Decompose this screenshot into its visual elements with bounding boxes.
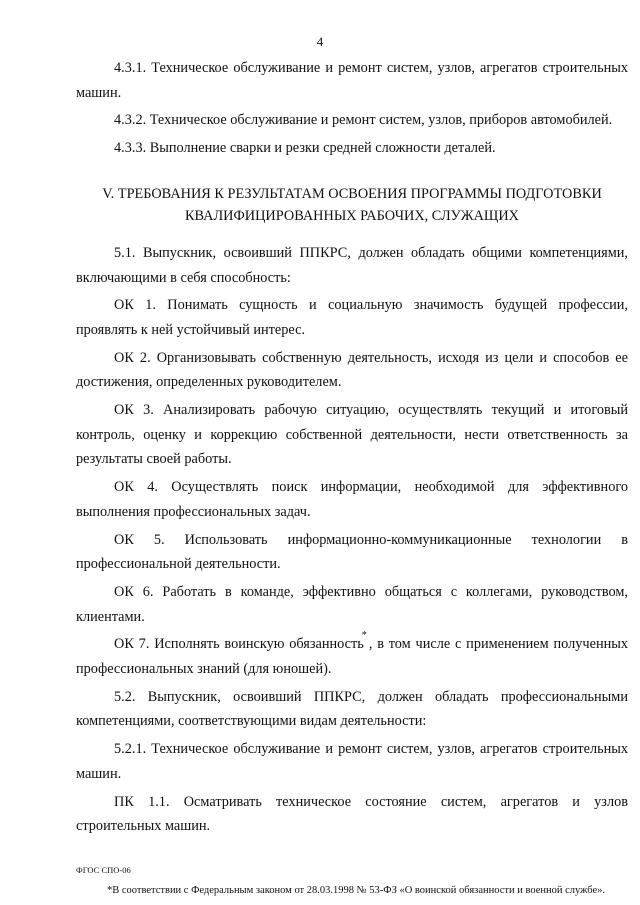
paragraph-ok-2: ОК 2. Организовывать собственную деятельность, исходя из цели и способов ее достижения, определенных руководителем. [76, 349, 628, 391]
paragraph-pk-1-1: ПК 1.1. Осматривать техническое состояние систем, агрегатов и узлов строительных машин. [76, 793, 628, 835]
paragraph-4-3-2: 4.3.2. Техническое обслуживание и ремонт систем, узлов, приборов автомобилей. [114, 112, 613, 129]
paragraph-5-2: 5.2. Выпускник, освоивший ППКРС, должен обладать профессиональными компетенциями, соответствующими видам деятельности: [76, 688, 628, 730]
document-body [76, 56, 628, 839]
ok-7-text-end: , в том числе с применением полученных профессиональных знаний (для юношей). [76, 636, 628, 678]
paragraph-4-3-1: 4.3.1. Техническое обслуживание и ремонт систем, узлов, агрегатов строительных машин. [76, 60, 628, 101]
footnote: *В соответствии с Федеральным законом от 28.03.1998 № 53-ФЗ «О воинской обязанности и военной службе». [106, 885, 606, 896]
paragraph-ok-1: ОК 1. Понимать сущность и социальную значимость будущей профессии, проявлять к ней устойчивый интерес. [76, 297, 628, 338]
paragraph-ok-4: ОК 4. Осуществлять поиск информации, необходимой для эффективного выполнения профессиональных задач. [76, 479, 628, 520]
page-number: 4 [316, 34, 324, 49]
paragraph-ok-6: ОК 6. Работать в команде, эффективно общаться с коллегами, руководством, клиентами. [76, 583, 628, 625]
paragraph-ok-5: ОК 5. Использовать информационно-коммуникационные технологии в профессиональной деятельности. [76, 531, 628, 573]
paragraph-4-3-3: 4.3.3. Выполнение сварки и резки средней сложности деталей. [114, 140, 496, 157]
footnote-reference-mark: * [361, 630, 367, 642]
paragraph-ok-7 [76, 632, 628, 681]
section-heading: V. ТРЕБОВАНИЯ К РЕЗУЛЬТАТАМ ОСВОЕНИЯ ПРОГРАММЫ ПОДГОТОВКИ КВАЛИФИЦИРОВАННЫХ РАБОЧИХ, СЛУЖАЩИХ [102, 185, 602, 224]
document-code: ФГОС СПО-06 [76, 865, 131, 875]
paragraph-5-1: 5.1. Выпускник, освоивший ППКРС, должен обладать общими компетенциями, включающими в себя способность: [76, 244, 628, 286]
ok-7-text-start: ОК 7. Исполнять воинскую обязанность [114, 636, 364, 653]
paragraph-ok-3: ОК 3. Анализировать рабочую ситуацию, осуществлять текущий и итоговый контроль, оценку и коррекцию собственной деятельности, нести ответственность за результаты своей работы. [76, 402, 628, 468]
paragraph-5-2-1: 5.2.1. Техническое обслуживание и ремонт систем, узлов, агрегатов строительных машин. [76, 741, 628, 782]
